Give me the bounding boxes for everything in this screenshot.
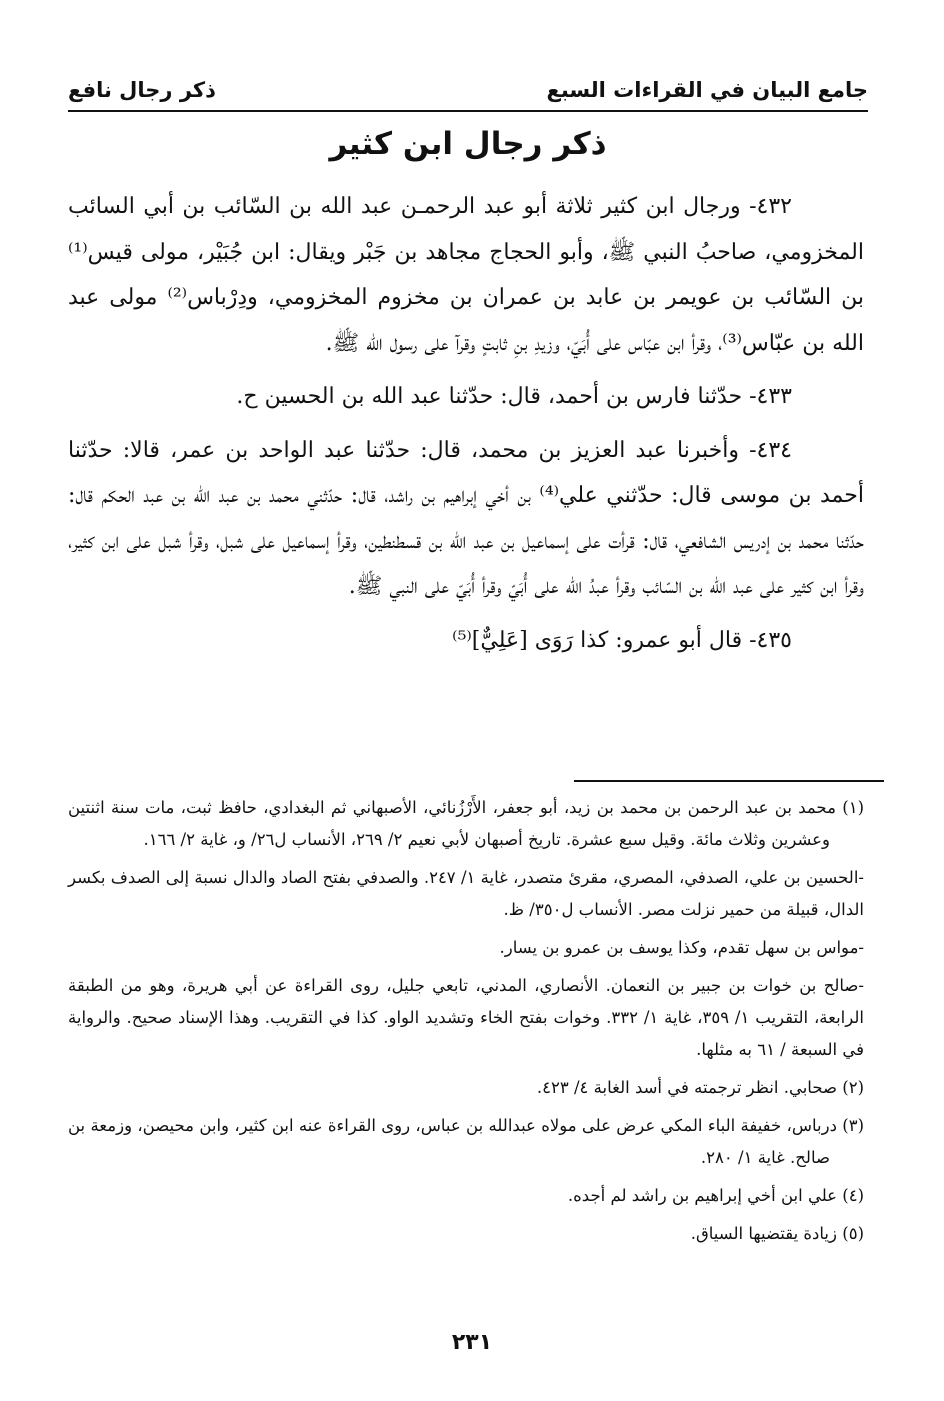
book-title: جامع البيان في القراءات السبع bbox=[546, 78, 868, 102]
section-running-title: ذكر رجال نافع bbox=[68, 78, 216, 102]
running-header bbox=[68, 70, 868, 112]
footnotes bbox=[68, 792, 864, 1256]
paragraph-432: ٤٣٢- ورجال ابن كثير ثلاثة أبو عبد الرحمـن عبد الله بن السّائب بن أبي السائب المخزومي، صاحبُ النبي ﷺ، وأبو الحجاج مجاهد بن جَبْر ويقال: ابن جُبَيْر، مولى قيس⁽¹⁾ بن السّائب بن عويمر بن عابد بن عمران بن مخزوم المخزومي، ودِرْباس⁽²⁾ مولى عبد الله بن عبّاس⁽³⁾، وقرأ ابن عبّاس على أُبَيّ، وزيدِ بنِ ثابتٍ وقرآ على رسول الله ﷺ. bbox=[68, 194, 864, 356]
footnote-1: (١) محمد بن عبد الرحمن بن محمد بن زيد، أبو جعفر، الأَرْزُنائي، الأصبهاني ثم البغدادي، حافظ ثبت، مات سنة اثنتين وعشرين وثلاث مائة. وقيل سبع عشرة. تاريخ أصبهان لأبي نعيم ٢/ ٢٦٩، الأنساب ل٢٦/ و، غاية ٢/ ١٦٦. bbox=[68, 798, 864, 849]
footnote-2: (٢) صحابي. انظر ترجمته في أسد الغابة ٤/ ٤٢٣. bbox=[536, 1078, 864, 1097]
footnote-3: (٣) درباس، خفيفة الباء المكي عرض على مولاه عبدالله بن عباس، روى القراءة عنه ابن كثير، وابن محيصن، وزمعة بن صالح. غاية ١/ ٢٨٠. bbox=[68, 1116, 864, 1167]
footnote-4: (٤) علي ابن أخي إبراهيم بن راشد لم أجده. bbox=[567, 1186, 864, 1205]
footnote-1-continued: -الحسين بن علي، الصدفي، المصري، مقرئ متصدر، غاية ١/ ٢٤٧. والصدفي بفتح الصاد والدال نسبة إلى الصدف بكسر الدال، قبيلة من حمير نزلت مصر. الأنساب ل٣٥٠/ ظ. bbox=[68, 868, 864, 919]
paragraph-435: ٤٣٥- قال أبو عمرو: كذا رَوَى [عَلِيٌّ]⁽⁵⁾ bbox=[452, 627, 792, 653]
footnote-separator bbox=[574, 780, 884, 782]
footnote-1-continued: -صالح بن خوات بن جبير بن النعمان. الأنصاري، المدني، تابعي جليل، روى القراءة عن أبي هريرة، وهو من الطبقة الرابعة، التقريب ١/ ٣٥٩، غاية ١/ ٣٣٢. وخوات بفتح الخاء وتشديد الواو. كذا في التقريب. وهذا الإسناد صحيح. والرواية في السبعة / ٦١ به مثلها. bbox=[68, 976, 864, 1059]
chapter-title: ذكر رجال ابن كثير bbox=[329, 126, 607, 162]
page-number: ٢٣١ bbox=[451, 1330, 493, 1355]
main-text bbox=[68, 184, 864, 671]
footnote-5: (٥) زيادة يقتضيها السياق. bbox=[690, 1224, 864, 1243]
paragraph-433: ٤٣٣- حدّثنا فارس بن أحمد، قال: حدّثنا عبد الله بن الحسين ح. bbox=[236, 384, 792, 409]
footnote-1-continued: -مواس بن سهل تقدم، وكذا يوسف بن عمرو بن يسار. bbox=[499, 938, 864, 957]
paragraph-434: ٤٣٤- وأخبرنا عبد العزيز بن محمد، قال: حدّثنا عبد الواحد بن عمر، قالا: حدّثنا أحمد بن موسى قال: حدّثني علي⁽⁴⁾ بن أخي إبراهيم بن راشد، قال: حدّثني محمد بن عبد الله بن عبد الحكم قال: حدّثنا محمد بن إدريس الشافعي، قال: قرأت على إسماعيل بن عبد الله بن قسطنطين، وقرأ إسماعيل على شبل، وقرأ شبل على ابن كثير، وقرأ ابن كثير على عبد الله بن السّائب وقرأ عبدُ الله على أُبَيّ وقرأ أُبَيّ على النبي ﷺ. bbox=[68, 437, 864, 599]
